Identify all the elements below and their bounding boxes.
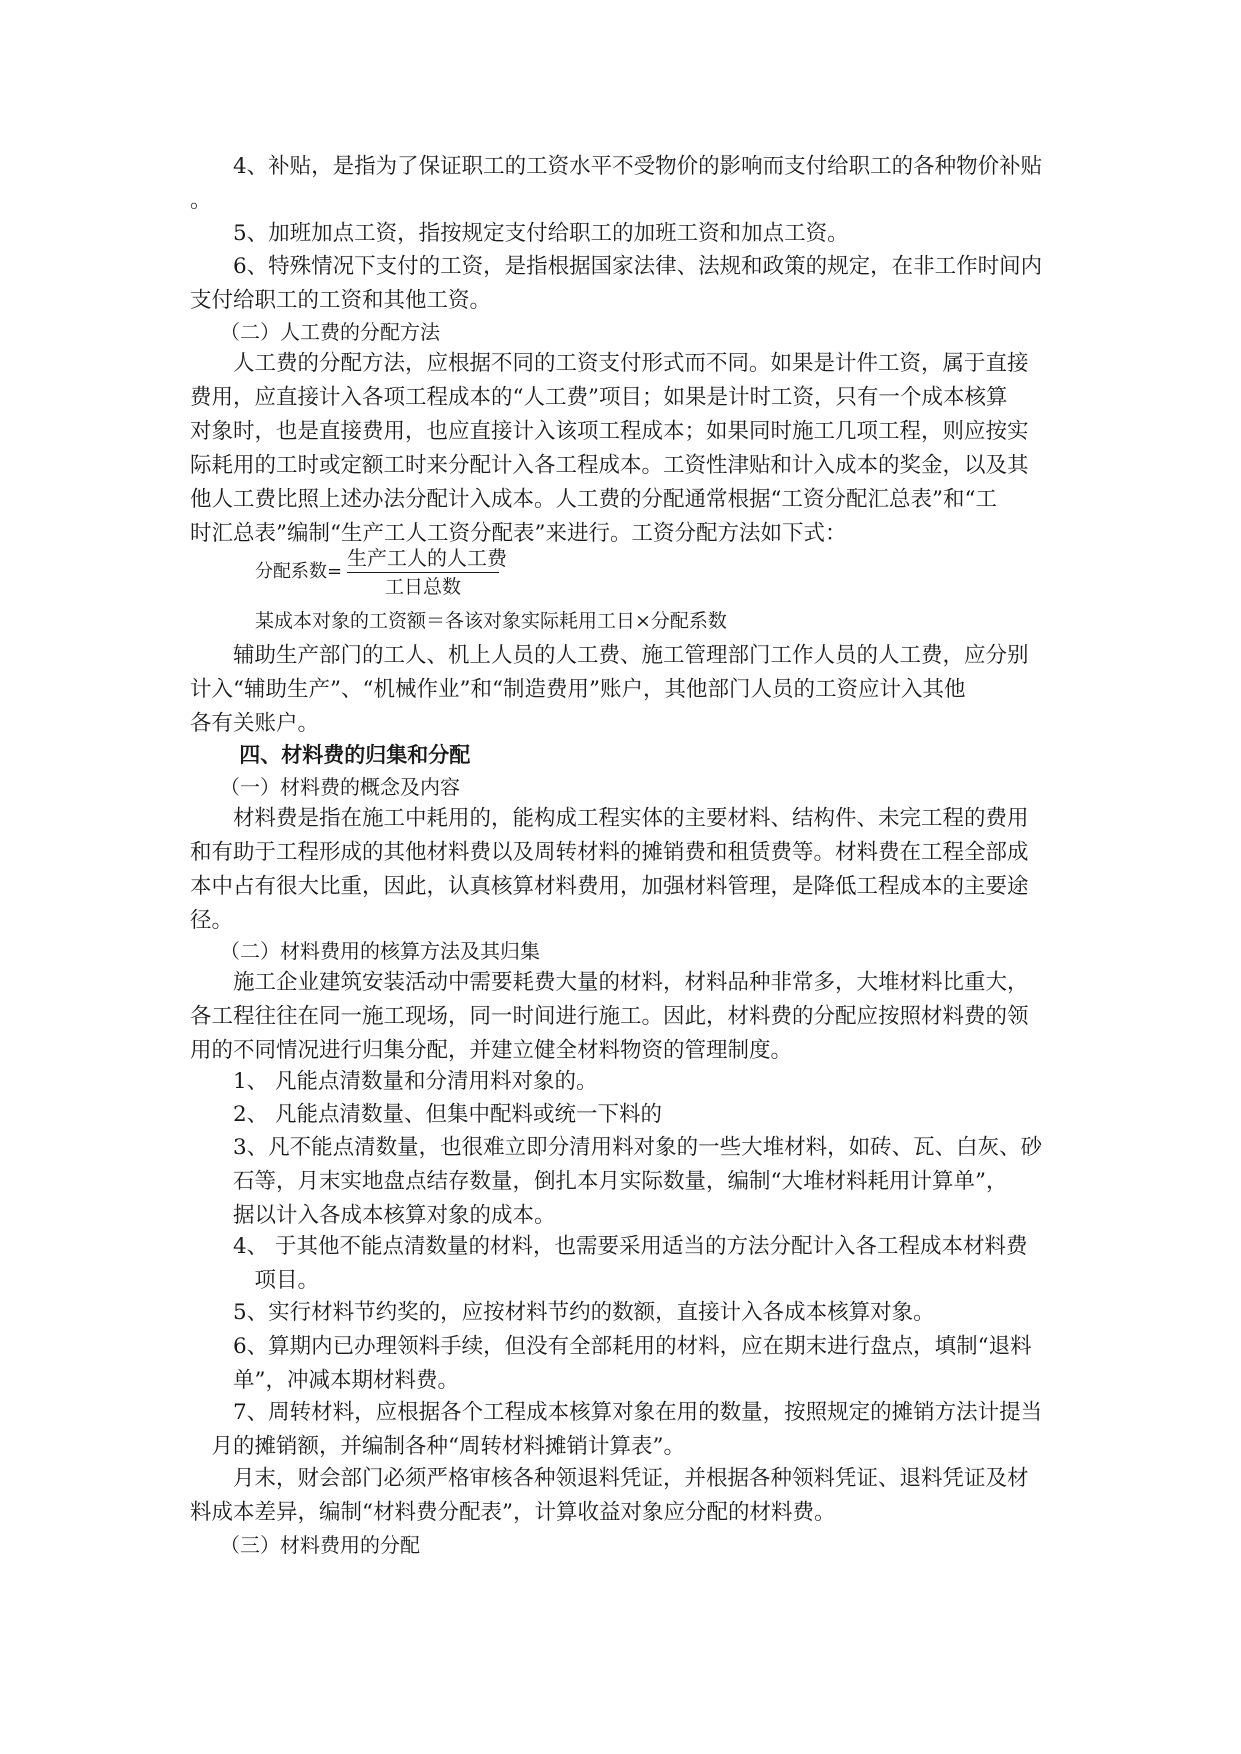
text-line: 对象时，也是直接费用，也应直接计入该项工程成本；如果同时施工几项工程，则应按实 xyxy=(190,419,1029,444)
section-heading-material-accounting xyxy=(190,934,1052,968)
text-line: 施工企业建筑安装活动中需要耗费大量的材料，材料品种非常多，大堆材料比重大， xyxy=(190,970,1029,995)
text-line: 和有助于工程形成的其他材料费以及周转材料的摊销费和租赁费等。材料费在工程全部成 xyxy=(190,840,1029,865)
text-line: 6、特殊情况下支付的工资，是指根据国家法律、法规和政策的规定，在非工作时间内 xyxy=(190,254,1043,279)
list-item-4 xyxy=(190,1230,1052,1298)
text-line: 。 xyxy=(190,188,212,213)
text-line: 6、算期内已办理领料手续，但没有全部耗用的材料，应在期末进行盘点，填制“退料 xyxy=(190,1334,1032,1359)
list-item-5 xyxy=(190,1296,1052,1330)
formula-numerator: 生产工人的人工费 xyxy=(347,545,499,573)
paragraph-material-accounting xyxy=(190,966,1052,1068)
text-line: 四、材料费的归集和分配 xyxy=(190,743,471,767)
text-line: 径。 xyxy=(190,908,234,933)
formula-lhs: 分配系数= xyxy=(255,561,343,582)
text-line: 费用，应直接计入各项工程成本的“人工费”项目；如果是计时工资，只有一个成本核算 xyxy=(190,385,1008,410)
text-line: 4、补贴，是指为了保证职工的工资水平不受物价的影响而支付给职工的各种物价补贴 xyxy=(190,154,1043,179)
text-line: 辅助生产部门的工人、机上人员的人工费、施工管理部门工作人员的人工费，应分别 xyxy=(190,643,1029,668)
text-line: 际耗用的工时或定额工时来分配计入各工程成本。工资性津贴和计入成本的奖金，以及其 xyxy=(190,453,1029,478)
text-line: 3、凡不能点清数量，也很难立即分清用料对象的一些大堆材料，如砖、瓦、白灰、砂 xyxy=(190,1135,1043,1160)
text-line: 项目。 xyxy=(190,1268,320,1293)
text-line: 本中占有很大比重，因此，认真核算材料费用，加强材料管理，是降低工程成本的主要途 xyxy=(190,874,1029,899)
text-line: 材料费是指在施工中耗用的，能构成工程实体的主要材料、结构件、未完工程的费用 xyxy=(190,806,1029,831)
list-item-1 xyxy=(190,1065,1052,1099)
text-line: 月的摊销额，并编制各种“周转材料摊销计算表”。 xyxy=(190,1434,685,1459)
text-line: 用的不同情况进行归集分配，并建立健全材料物资的管理制度。 xyxy=(190,1038,793,1063)
text-line: （三）材料费用的分配 xyxy=(190,1533,420,1557)
section-heading-labor-allocation xyxy=(190,315,1052,349)
text-line: （一）材料费的概念及内容 xyxy=(190,775,460,799)
section-heading-materials xyxy=(190,738,1052,772)
text-line: 时汇总表”编制“生产工人工资分配表”来进行。工资分配方法如下式： xyxy=(190,521,847,546)
text-line: 料成本差异，编制“材料费分配表”，计算收益对象应分配的材料费。 xyxy=(190,1500,836,1525)
text-line: 单”，冲减本期材料费。 xyxy=(190,1368,459,1393)
paragraph-month-end xyxy=(190,1462,1052,1530)
text-line: 1、 凡能点清数量和分清用料对象的。 xyxy=(190,1069,598,1094)
text-line: 他人工费比照上述办法分配计入成本。人工费的分配通常根据“工资分配汇总表”和“工 xyxy=(190,487,997,512)
text-line: 支付给职工的工资和其他工资。 xyxy=(190,288,492,313)
text-line: 5、实行材料节约奖的，应按材料节约的数额，直接计入各成本核算对象。 xyxy=(190,1300,935,1325)
text-line: 2、 凡能点清数量、但集中配料或统一下料的 xyxy=(190,1102,663,1127)
formula-note: 某成本对象的工资额＝各该对象实际耗用工日×分配系数 xyxy=(255,610,727,632)
text-line: （二）材料费用的核算方法及其归集 xyxy=(190,939,540,963)
text-line: 4、 于其他不能点清数量的材料，也需要采用适当的方法分配计入各工程成本材料费 xyxy=(190,1234,1028,1259)
text-line: 各有关账户。 xyxy=(190,711,320,736)
text-line: （二）人工费的分配方法 xyxy=(190,320,440,344)
paragraph-auxiliary xyxy=(190,639,1052,741)
text-line: 各工程往往在同一施工现场，同一时间进行施工。因此，材料费的分配应按照材料费的领 xyxy=(190,1004,1029,1029)
paragraph-special-wages xyxy=(190,250,1052,318)
paragraph-material-definition xyxy=(190,802,1052,938)
text-line: 计入“辅助生产”、“机械作业”和“制造费用”账户，其他部门人员的工资应计入其他 xyxy=(190,677,966,702)
list-item-2 xyxy=(190,1098,1052,1132)
text-line: 人工费的分配方法，应根据不同的工资支付形式而不同。如果是计件工资，属于直接 xyxy=(190,351,1029,376)
paragraph-labor-allocation xyxy=(190,347,1052,551)
list-item-6 xyxy=(190,1330,1052,1398)
text-line: 5、加班加点工资，指按规定支付给职工的加班工资和加点工资。 xyxy=(190,221,849,246)
text-line: 月末，财会部门必须严格审核各种领退料凭证，并根据各种领料凭证、退料凭证及材 xyxy=(190,1466,1029,1491)
formula-fraction xyxy=(347,545,507,601)
formula-denominator: 工日总数 xyxy=(384,576,461,598)
list-item-3 xyxy=(190,1131,1052,1233)
section-heading-material-distribution xyxy=(190,1528,1052,1562)
list-item-7 xyxy=(190,1396,1052,1464)
text-line: 石等，月末实地盘点结存数量，倒扎本月实际数量，编制“大堆材料耗用计算单”， xyxy=(190,1169,1008,1194)
paragraph-overtime xyxy=(190,217,1052,251)
paragraph-subsidy xyxy=(190,150,1052,218)
section-heading-material-concept xyxy=(190,770,1052,804)
text-line: 7、周转材料，应根据各个工程成本核算对象在用的数量，按照规定的摊销方法计提当 xyxy=(190,1400,1043,1425)
text-line: 据以计入各成本核算对象的成本。 xyxy=(190,1203,556,1228)
